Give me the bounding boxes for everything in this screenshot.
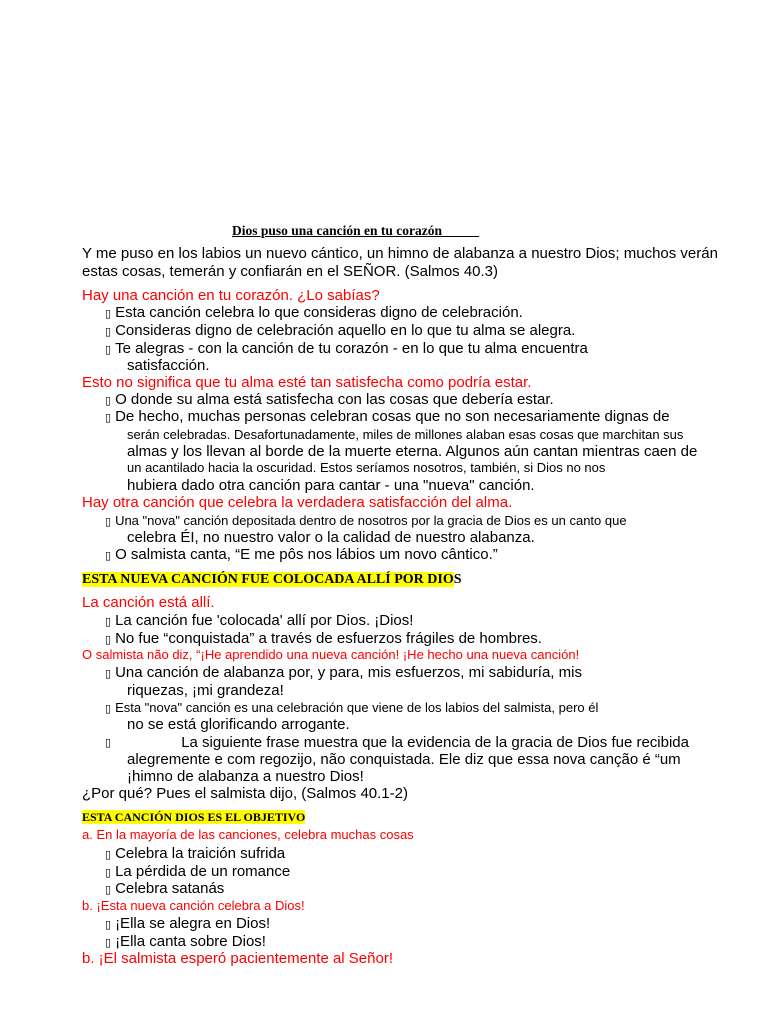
bullet-item: ▯ ¡Ella canta sobre Dios!	[105, 933, 266, 950]
bullet-item-continuation: celebra ÉI, no nuestro valor o la calidad de nuestro alabanza.	[127, 529, 535, 546]
document-title: Dios puso una canción en tu corazón	[232, 223, 443, 238]
bullet-icon: ▯	[105, 411, 112, 424]
section-heading: b. ¡Esta nueva canción celebra a Dios!	[82, 898, 305, 913]
bullet-item: ▯ Celebra la traición sufrida	[105, 845, 286, 862]
bullet-icon: ▯	[105, 883, 112, 896]
bullet-item: ▯ Una canción de alabanza por, y para, mis esfuerzos, mi sabiduría, mis	[105, 664, 582, 681]
bullet-icon: ▯	[105, 848, 112, 861]
bullet-item-continuation: riquezas, ¡mi grandeza!	[127, 682, 284, 699]
bullet-icon: ▯	[105, 615, 112, 628]
bullet-item: ▯ Celebra satanás	[105, 880, 225, 897]
bullet-item-continuation: hubiera dado otra canción para cantar - una "nueva" canción.	[127, 477, 535, 494]
question-line: ¿Por qué? Pues el salmista dijo, (Salmos 40.1-2)	[82, 785, 408, 802]
section-heading: Esto no significa que tu alma esté tan satisfecha como podría estar.	[82, 374, 532, 391]
bullet-item-continuation: un acantilado hacia la oscuridad. Estos seríamos nosotros, también, si Dios no nos	[127, 460, 606, 475]
bullet-icon: ▯	[105, 343, 112, 356]
bullet-item: ▯ O donde su alma está satisfecha con las cosas que debería estar.	[105, 391, 554, 408]
bullet-item-continuation: alegremente e com regozijo, não conquistada. Ele diz que essa nova canção é “um	[127, 751, 681, 768]
section-heading: Hay una canción en tu corazón. ¿Lo sabías?	[82, 287, 380, 304]
bullet-item: ▯ ¡Ella se alegra en Dios!	[105, 915, 271, 932]
bullet-item: ▯ O salmista canta, “E me pôs nos lábios um novo cântico.”	[105, 546, 498, 563]
section-heading: O salmista não diz, “¡He aprendido una nueva canción! ¡He hecho una nueva canción!	[82, 647, 580, 662]
bullet-item-continuation: almas y los llevan al borde de la muerte eterna. Algunos aún cantan mientras caen de	[127, 443, 698, 460]
bullet-icon: ▯	[105, 307, 112, 320]
section-heading: b. ¡El salmista esperó pacientemente al Señor!	[82, 950, 393, 967]
bullet-icon: ▯	[105, 667, 112, 680]
bullet-icon: ▯	[105, 736, 112, 749]
bullet-item: ▯ La canción fue 'colocada' allí por Dios. ¡Dios!	[105, 612, 414, 629]
bullet-icon: ▯	[105, 702, 112, 715]
highlighted-heading: ESTA CANCIÓN DIOS ES EL OBJETIVO	[82, 810, 306, 824]
section-heading: Hay otra canción que celebra la verdadera satisfacción del alma.	[82, 494, 513, 511]
bullet-icon: ▯	[105, 936, 112, 949]
highlighted-heading: ESTA NUEVA CANCIÓN FUE COLOCADA ALLÍ POR DIOS	[82, 572, 462, 587]
section-heading: La canción está allí.	[82, 594, 215, 611]
bullet-icon: ▯	[105, 515, 112, 528]
bullet-item: ▯ Esta canción celebra lo que consideras digno de celebración.	[105, 304, 523, 321]
section-heading: a. En la mayoría de las canciones, celebra muchas cosas	[82, 827, 414, 842]
bullet-item: ▯ Una "nova" canción depositada dentro de nosotros por la gracia de Dios es un canto que	[105, 513, 627, 528]
intro-line-1: Y me puso en los labios un nuevo cántico, un himno de alabanza a nuestro Dios; muchos verán	[82, 245, 718, 262]
bullet-icon: ▯	[105, 918, 112, 931]
intro-line-2: estas cosas, temerán y confiarán en el SEÑOR. (Salmos 40.3)	[82, 263, 499, 280]
bullet-item-continuation: ¡himno de alabanza a nuestro Dios!	[127, 768, 364, 785]
bullet-item: ▯ Consideras digno de celebración aquello en lo que tu alma se alegra.	[105, 322, 576, 339]
bullet-icon: ▯	[105, 866, 112, 879]
bullet-item: ▯ Te alegras - con la canción de tu corazón - en lo que tu alma encuentra	[105, 340, 588, 357]
bullet-item-continuation: serán celebradas. Desafortunadamente, miles de millones alaban esas cosas que marchitan sus	[127, 427, 684, 442]
bullet-icon: ▯	[105, 394, 112, 407]
bullet-icon: ▯	[105, 549, 112, 562]
bullet-item: ▯ La siguiente frase muestra que la evidencia de la gracia de Dios fue recibida	[105, 734, 689, 751]
bullet-icon: ▯	[105, 325, 112, 338]
bullet-icon: ▯	[105, 633, 112, 646]
bullet-item-continuation: satisfacción.	[127, 357, 210, 374]
bullet-item: ▯ No fue “conquistada” a través de esfuerzos frágiles de hombres.	[105, 630, 542, 647]
bullet-item: ▯ La pérdida de un romance	[105, 863, 291, 880]
bullet-item: ▯ De hecho, muchas personas celebran cosas que no son necesariamente dignas de	[105, 408, 670, 425]
bullet-item-continuation: no se está glorificando arrogante.	[127, 716, 350, 733]
bullet-item: ▯ Esta "nova" canción es una celebración que viene de los labios del salmista, pero él	[105, 700, 599, 715]
